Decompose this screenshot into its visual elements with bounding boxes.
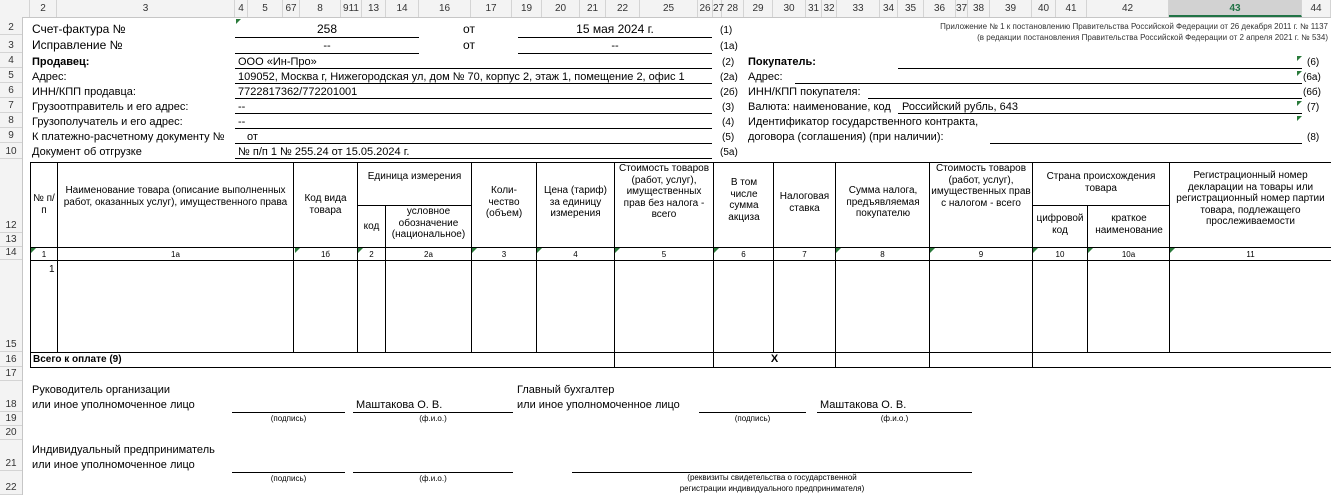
- th-cost-no-tax: Стоимость товаров (работ, услуг), имущественных прав без налога - всего: [618, 163, 710, 220]
- shipment-label: Документ об отгрузке: [32, 146, 142, 158]
- th-country: Страна происхождения товара: [1046, 171, 1156, 194]
- th-country-code: цифровой код: [1036, 213, 1084, 236]
- invoice-date[interactable]: 15 мая 2024 г.: [576, 22, 654, 36]
- currency-code: (7): [1307, 102, 1320, 113]
- invoice-from-label: от: [463, 22, 475, 36]
- th-kind-code: Код вида товара: [304, 193, 347, 216]
- comment-indicator-icon[interactable]: [537, 248, 542, 253]
- buyer-code: (6): [1307, 57, 1320, 68]
- comment-indicator-icon[interactable]: [472, 248, 477, 253]
- address-label: Адрес:: [32, 71, 67, 83]
- row-header-19[interactable]: 19: [0, 412, 22, 426]
- head-fio-caption: (ф.и.о.): [419, 414, 447, 423]
- comment-indicator-icon[interactable]: [1297, 71, 1302, 76]
- head-sign-caption: (подпись): [270, 414, 307, 423]
- certificate-caption-2: регистрации индивидуального предпринимателя): [679, 484, 865, 493]
- comment-indicator-icon[interactable]: [1170, 248, 1175, 253]
- ip-fio-caption: (ф.и.о.): [419, 474, 447, 483]
- shipper-value[interactable]: --: [238, 101, 246, 113]
- correction-code: (1а): [720, 41, 738, 52]
- column-header-39[interactable]: 39: [990, 0, 1032, 17]
- inn-label: ИНН/КПП продавца:: [32, 86, 136, 98]
- row-header-9[interactable]: 9: [0, 128, 22, 143]
- comment-indicator-icon[interactable]: [236, 19, 241, 24]
- th-unit: Единица измерения: [367, 171, 462, 182]
- row-header-4[interactable]: 4: [0, 53, 22, 68]
- comment-indicator-icon[interactable]: [930, 248, 935, 253]
- colnum-6: 6: [741, 250, 746, 259]
- comment-indicator-icon[interactable]: [836, 248, 841, 253]
- column-header-29[interactable]: 29: [744, 0, 773, 17]
- row-header-12[interactable]: 12: [0, 163, 22, 233]
- ip-label-2: или иное уполномоченное лицо: [32, 459, 195, 471]
- column-header-5[interactable]: 5: [248, 0, 283, 17]
- invoice-number[interactable]: 258: [316, 22, 338, 36]
- comment-indicator-icon[interactable]: [295, 248, 300, 253]
- column-header-26[interactable]: 26: [698, 0, 713, 17]
- row-header-7[interactable]: 7: [0, 98, 22, 113]
- total-label: Всего к оплате (9): [33, 354, 122, 365]
- comment-indicator-icon[interactable]: [1033, 248, 1038, 253]
- row-header-8[interactable]: 8: [0, 113, 22, 128]
- payment-code: (5): [722, 132, 735, 143]
- payment-value[interactable]: от: [247, 131, 258, 143]
- invoice-code: (1): [720, 25, 733, 36]
- comment-indicator-icon[interactable]: [714, 248, 719, 253]
- correction-number[interactable]: --: [323, 40, 331, 52]
- correction-date[interactable]: --: [611, 40, 619, 52]
- column-header-44[interactable]: 44: [1302, 0, 1331, 17]
- row-header-20[interactable]: 20: [0, 426, 22, 440]
- column-header-22[interactable]: 22: [606, 0, 640, 17]
- column-header-30[interactable]: 30: [773, 0, 806, 17]
- th-reg-number: Регистрационный номер декларации на товары или регистрационный номер партии товара, подлежащего прослеживаемости: [1176, 170, 1325, 227]
- column-header-34[interactable]: 34: [880, 0, 898, 17]
- column-header-41[interactable]: 41: [1056, 0, 1087, 17]
- column-header-28[interactable]: 28: [722, 0, 744, 17]
- comment-indicator-icon[interactable]: [1088, 248, 1093, 253]
- buyer-label: Покупатель:: [748, 56, 816, 68]
- certificate-caption-1: (реквизиты свидетельства о государственной: [687, 473, 857, 482]
- comment-indicator-icon[interactable]: [358, 248, 363, 253]
- invoice-label: Счет-фактура №: [32, 22, 126, 36]
- th-num: № п/п: [33, 193, 55, 216]
- colnum-1a: 1а: [171, 250, 180, 259]
- th-cost-with-tax: Стоимость товаров (работ, услуг), имущественных прав с налогом - всего: [931, 163, 1031, 209]
- th-excise: В том числе сумма акциза: [728, 177, 760, 223]
- colnum-10: 10: [1055, 250, 1065, 259]
- column-header-31[interactable]: 31: [806, 0, 822, 17]
- chief-sign-caption: (подпись): [734, 414, 771, 423]
- head-name[interactable]: Маштакова О. В.: [356, 399, 443, 411]
- th-tax-rate: Налоговая ставка: [779, 191, 830, 214]
- contract-code: (8): [1307, 132, 1320, 143]
- comment-indicator-icon[interactable]: [31, 248, 36, 253]
- column-header-33[interactable]: 33: [837, 0, 880, 17]
- buyer-inn-label: ИНН/КПП покупателя:: [748, 86, 861, 98]
- column-header-67[interactable]: 67: [283, 0, 300, 17]
- column-header-32[interactable]: 32: [822, 0, 837, 17]
- column-header-13[interactable]: 13: [362, 0, 386, 17]
- column-header-25[interactable]: 25: [640, 0, 698, 17]
- column-header-42[interactable]: 42: [1087, 0, 1169, 17]
- column-header-27[interactable]: 27: [713, 0, 722, 17]
- payment-label: К платежно-расчетному документу №: [32, 131, 225, 143]
- th-unit-symbol: условное обозначение (национальное): [391, 206, 466, 240]
- column-header-2[interactable]: 2: [30, 0, 57, 17]
- th-price: Цена (тариф) за единицу измерения: [544, 185, 607, 219]
- th-qty: Коли-чество (объем): [485, 185, 523, 219]
- address-value[interactable]: 109052, Москва г, Нижегородская ул, дом № 70, корпус 2, этаж 1, помещение 2, офис 1: [238, 71, 685, 83]
- th-country-name: краткое наименование: [1095, 213, 1163, 236]
- contract-label-1: Идентификатор государственного контракта,: [748, 116, 979, 128]
- inn-value[interactable]: 7722817362/772201001: [238, 86, 358, 98]
- seller-label: Продавец:: [32, 56, 90, 68]
- shipper-code: (3): [722, 102, 735, 113]
- column-header-36[interactable]: 36: [924, 0, 956, 17]
- currency-label: Валюта: наименование, код: [748, 101, 891, 113]
- colnum-10a: 10а: [1121, 250, 1136, 259]
- consignee-label: Грузополучатель и его адрес:: [32, 116, 183, 128]
- colnum-9: 9: [978, 250, 984, 259]
- column-header-38[interactable]: 38: [968, 0, 990, 17]
- seller-code: (2): [722, 57, 735, 68]
- head-label-1: Руководитель организации: [32, 384, 171, 396]
- shipment-value[interactable]: № п/п 1 № 255.24 от 15.05.2024 г.: [238, 146, 410, 158]
- currency-value[interactable]: Российский рубль, 643: [902, 101, 1018, 113]
- th-tax-sum: Сумма налога, предъявляемая покупателю: [846, 185, 920, 219]
- comment-indicator-icon[interactable]: [1297, 56, 1302, 61]
- colnum-2a: 2а: [424, 250, 433, 259]
- row-header-16[interactable]: 16: [0, 352, 22, 367]
- comment-indicator-icon[interactable]: [615, 248, 620, 253]
- row-header-13[interactable]: 13: [0, 233, 22, 247]
- head-label-2: или иное уполномоченное лицо: [32, 399, 195, 411]
- colnum-5: 5: [661, 250, 667, 259]
- row-header-21[interactable]: 21: [0, 440, 22, 471]
- column-header-37[interactable]: 37: [956, 0, 968, 17]
- row-header-2[interactable]: 2: [0, 20, 22, 35]
- column-header-20[interactable]: 20: [542, 0, 580, 17]
- chief-label-1: Главный бухгалтер: [517, 384, 615, 396]
- correction-from-label: от: [463, 38, 475, 52]
- colnum-2: 2: [369, 250, 374, 259]
- correction-label: Исправление №: [32, 38, 123, 52]
- colnum-8: 8: [880, 250, 885, 259]
- shipment-code: (5а): [720, 147, 738, 158]
- consignee-code: (4): [722, 117, 735, 128]
- column-header-14[interactable]: 14: [386, 0, 419, 17]
- chief-label-2: или иное уполномоченное лицо: [517, 399, 680, 411]
- row-header-14[interactable]: 14: [0, 247, 22, 260]
- row-header-3[interactable]: 3: [0, 38, 22, 53]
- total-excise: X: [770, 353, 779, 365]
- contract-label-2: договора (соглашения) (при наличии):: [748, 131, 944, 143]
- column-header-3[interactable]: 3: [57, 0, 235, 17]
- buyer-address-code: (6а): [1303, 72, 1321, 83]
- row-header-15[interactable]: 15: [0, 260, 22, 352]
- colnum-1: 1: [41, 250, 47, 259]
- row-header-22[interactable]: 22: [0, 471, 22, 495]
- ip-sign-caption: (подпись): [270, 474, 307, 483]
- th-unit-code: код: [363, 221, 380, 232]
- chief-name[interactable]: Маштакова О. В.: [820, 399, 907, 411]
- address-code: (2а): [720, 72, 738, 83]
- seller-value[interactable]: ООО «Ин-Про»: [238, 56, 317, 68]
- chief-fio-caption: (ф.и.о.): [880, 414, 909, 423]
- row-header-5[interactable]: 5: [0, 68, 22, 83]
- colnum-1b: 1б: [320, 250, 331, 259]
- appendix-line-1: Приложение № 1 к постановлению Правительства Российской Федерации от 26 декабря 2011 г. № 1137: [940, 22, 1328, 31]
- column-header-8[interactable]: 8: [300, 0, 341, 17]
- comment-indicator-icon[interactable]: [1297, 116, 1302, 121]
- colnum-11: 11: [1246, 250, 1255, 259]
- shipper-label: Грузоотправитель и его адрес:: [32, 101, 189, 113]
- row-header-17[interactable]: 17: [0, 367, 22, 381]
- th-name: Наименование товара (описание выполненных работ, оказанных услуг), имущественного права: [63, 185, 288, 208]
- column-header-40[interactable]: 40: [1032, 0, 1056, 17]
- row-header-6[interactable]: 6: [0, 83, 22, 98]
- column-header-16[interactable]: 16: [419, 0, 471, 17]
- column-header-17[interactable]: 17: [471, 0, 512, 17]
- buyer-inn-code: (6б): [1303, 87, 1321, 98]
- comment-indicator-icon[interactable]: [1297, 101, 1302, 106]
- colnum-7: 7: [802, 250, 807, 259]
- column-header-911[interactable]: 911: [341, 0, 362, 17]
- inn-code: (2б): [720, 87, 738, 98]
- colnum-4: 4: [573, 250, 578, 259]
- row-header-10[interactable]: 10: [0, 143, 22, 159]
- column-header-35[interactable]: 35: [898, 0, 924, 17]
- appendix-line-2: (в редакции постановления Правительства Российской Федерации от 2 апреля 2021 г. № 534): [977, 33, 1328, 42]
- column-header-19[interactable]: 19: [512, 0, 542, 17]
- buyer-address-label: Адрес:: [748, 71, 783, 83]
- column-header-4[interactable]: 4: [235, 0, 248, 17]
- column-header-21[interactable]: 21: [580, 0, 606, 17]
- row-header-18[interactable]: 18: [0, 381, 22, 412]
- row-number[interactable]: 1: [49, 264, 55, 275]
- consignee-value[interactable]: --: [238, 116, 246, 128]
- column-header-43[interactable]: 43: [1169, 0, 1302, 17]
- ip-label-1: Индивидуальный предприниматель: [32, 444, 215, 456]
- colnum-3: 3: [501, 250, 507, 259]
